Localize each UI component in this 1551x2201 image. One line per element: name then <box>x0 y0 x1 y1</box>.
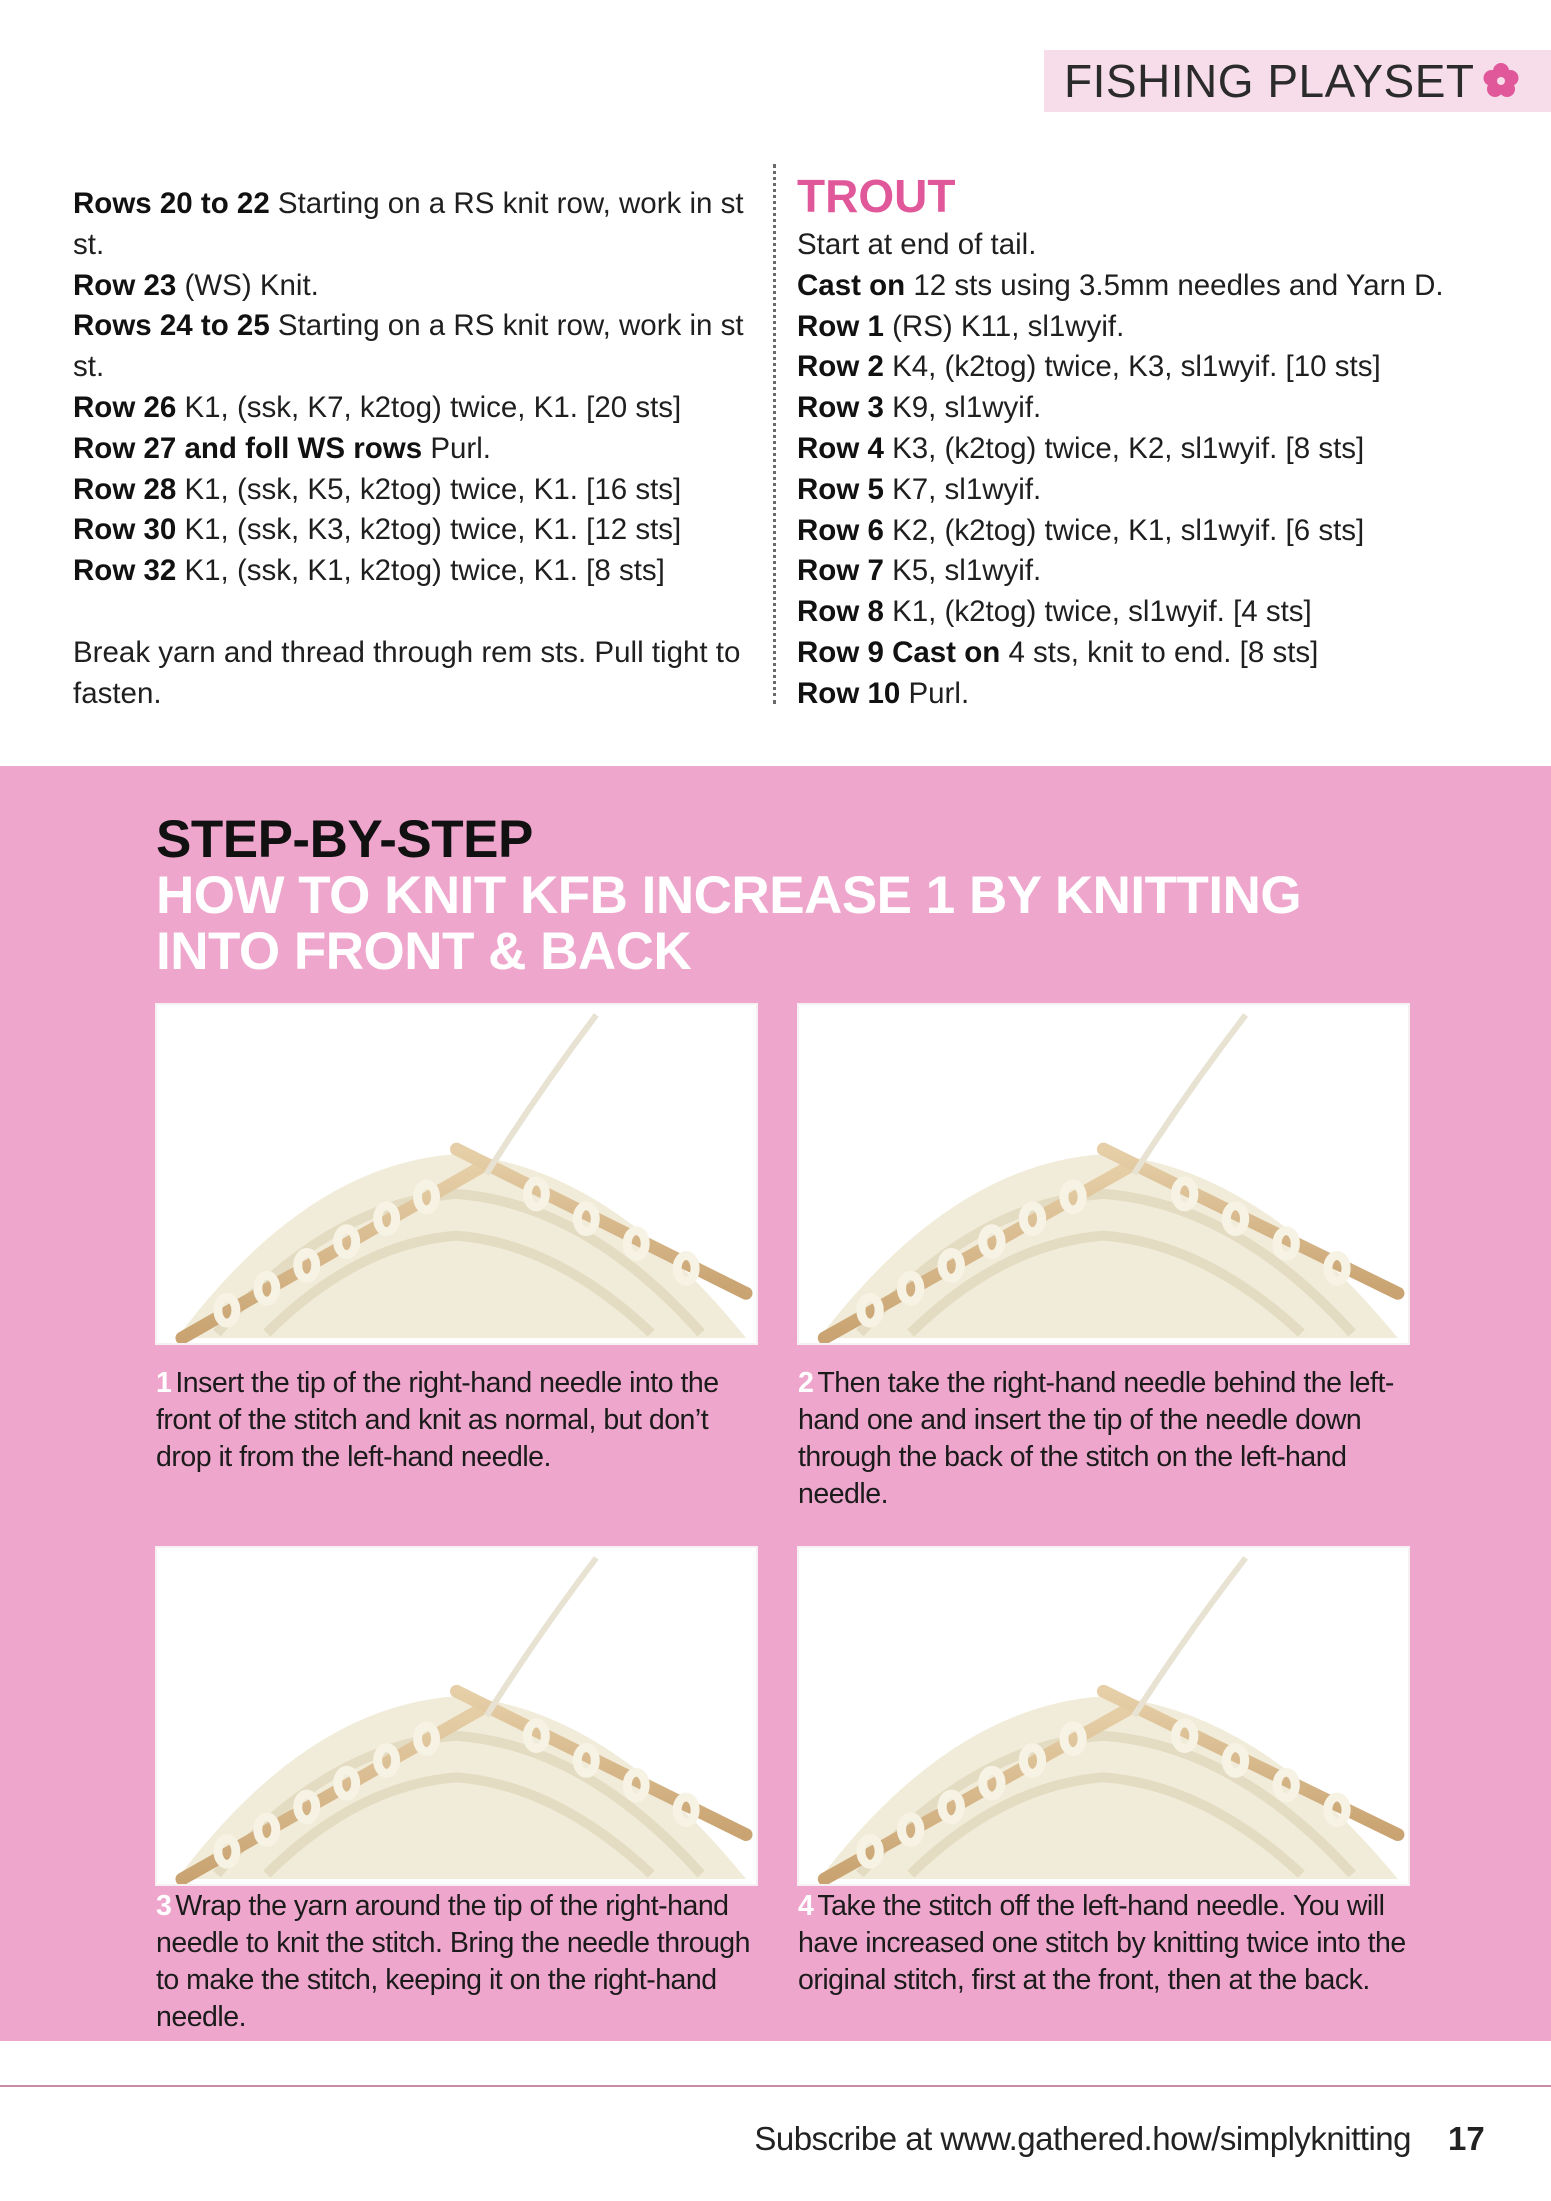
instruction-line: Row 26 K1, (ssk, K7, k2tog) twice, K1. [20 sts] <box>73 390 682 424</box>
step-by-step-title: STEP-BY-STEP <box>156 810 533 869</box>
step-number: 1 <box>156 1367 172 1399</box>
instruction-line: Row 6 K2, (k2tog) twice, K1, sl1wyif. [6 sts] <box>797 513 1365 547</box>
instruction-line: Row 7 K5, sl1wyif. <box>797 554 1042 588</box>
instruction-line: Row 23 (WS) Knit. <box>73 268 319 302</box>
step-by-step-subtitle: HOW TO KNIT KFB INCREASE 1 BY KNITTING INTO FRONT & BACK <box>156 866 1302 981</box>
pattern-right-column <box>797 225 1507 715</box>
step-1-caption: 1 Insert the tip of the right-hand needle into the front of the stitch and knit as normal, but don’t drop it from the left-hand needle. <box>156 1367 719 1473</box>
instruction-line: Cast on 12 sts using 3.5mm needles and Yarn D. <box>797 268 1444 302</box>
instruction-line: Row 2 K4, (k2tog) twice, K3, sl1wyif. [10 sts] <box>797 350 1381 384</box>
instruction-line: Row 8 K1, (k2tog) twice, sl1wyif. [4 sts] <box>797 595 1312 629</box>
step-4-photo <box>797 1546 1410 1886</box>
instruction-line: Row 3 K9, sl1wyif. <box>797 391 1042 425</box>
subscribe-link[interactable]: Subscribe at www.gathered.how/simplyknitting <box>754 2120 1411 2157</box>
step-4-caption: 4 Take the stitch off the left-hand needle. You will have increased one stitch by knitting twice into the original stitch, first at the front, then at the back. <box>798 1890 1406 1996</box>
instruction-line: Row 1 (RS) K11, sl1wyif. <box>797 309 1125 343</box>
instruction-line: Rows 24 to 25 Starting on a RS knit row, work in st st. <box>73 309 744 384</box>
instruction-line: Row 4 K3, (k2tog) twice, K2, sl1wyif. [8 sts] <box>797 431 1365 465</box>
step-3-photo <box>155 1546 758 1886</box>
trout-intro: Start at end of tail. <box>797 228 1037 261</box>
instruction-line: Row 28 K1, (ssk, K5, k2tog) twice, K1. [16 sts] <box>73 472 682 506</box>
step-number: 4 <box>798 1890 814 1922</box>
column-divider <box>773 164 776 704</box>
footer-divider <box>0 2085 1551 2087</box>
step-2-photo <box>797 1003 1410 1345</box>
step-1-photo <box>155 1003 758 1345</box>
trout-heading: TROUT <box>797 170 956 222</box>
page-number: 17 <box>1448 2120 1485 2157</box>
step-3-caption: 3 Wrap the yarn around the tip of the right-hand needle to knit the stitch. Bring the needle through to make the stitch, keeping it on the right-hand needle. <box>156 1890 750 2033</box>
instruction-line: Row 27 and foll WS rows Purl. <box>73 431 491 465</box>
instruction-line: Row 32 K1, (ssk, K1, k2tog) twice, K1. [8 sts] <box>73 554 665 588</box>
section-header <box>1044 50 1551 112</box>
instruction-line: Row 30 K1, (ssk, K3, k2tog) twice, K1. [12 sts] <box>73 513 682 547</box>
flower-icon <box>1481 61 1521 101</box>
instruction-line: Rows 20 to 22 Starting on a RS knit row, work in st st. <box>73 187 744 261</box>
section-title: FISHING PLAYSET <box>1064 55 1475 107</box>
closing-note: Break yarn and thread through rem sts. Pull tight to fasten. <box>73 635 741 710</box>
step-2-caption: 2 Then take the right-hand needle behind the left-hand one and insert the tip of the needle down through the back of the stitch on the left-hand needle. <box>798 1367 1394 1510</box>
instruction-line: Row 10 Purl. <box>797 676 970 710</box>
step-number: 2 <box>798 1367 814 1399</box>
pattern-left-column <box>73 184 763 714</box>
step-number: 3 <box>156 1890 172 1922</box>
instruction-line: Row 5 K7, sl1wyif. <box>797 472 1042 506</box>
instruction-line: Row 9 Cast on 4 sts, knit to end. [8 sts] <box>797 635 1319 669</box>
